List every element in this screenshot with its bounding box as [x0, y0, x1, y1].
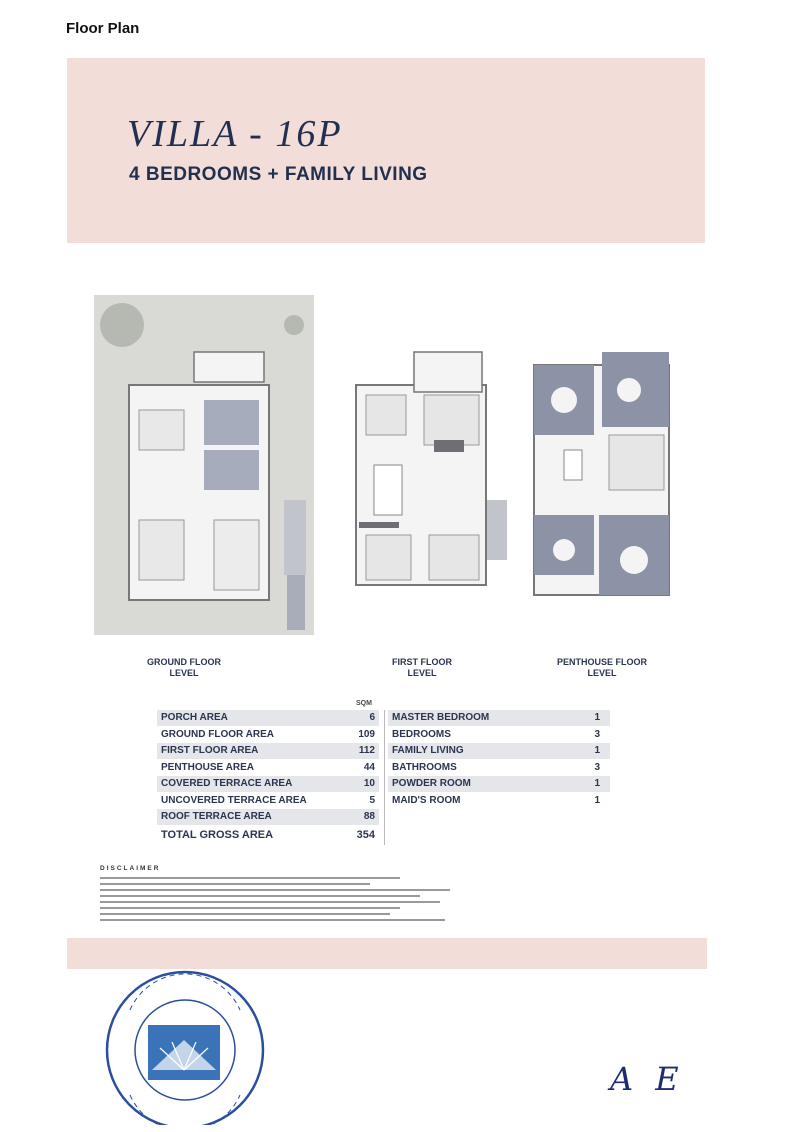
total-label: TOTAL GROSS AREA	[161, 829, 274, 841]
table-row	[388, 793, 610, 809]
areas-table	[157, 710, 379, 845]
area-value: 6	[369, 712, 375, 723]
room-label: BATHROOMS	[392, 761, 457, 773]
table-row	[388, 776, 610, 792]
table-row	[388, 760, 610, 776]
area-label: PENTHOUSE AREA	[161, 761, 254, 773]
ground-floor-level-label	[124, 657, 244, 679]
footer-band	[67, 938, 707, 969]
table-row	[157, 809, 379, 825]
area-label: COVERED TERRACE AREA	[161, 778, 293, 789]
area-label: FIRST FLOOR AREA	[161, 745, 259, 756]
penthouse-floor-level-label	[542, 657, 662, 679]
rooms-table	[388, 710, 610, 810]
villa-subtitle: 4 BEDROOMS + FAMILY LIVING	[129, 164, 428, 185]
room-label: BEDROOMS	[392, 728, 451, 740]
area-value: 88	[363, 811, 375, 822]
area-value: 5	[369, 794, 375, 806]
floor-plans-illustration	[94, 290, 684, 640]
area-label: GROUND FLOOR AREA	[161, 728, 274, 740]
table-row	[388, 727, 610, 743]
disclaimer-fine-print	[100, 875, 460, 925]
level-label-line2: LEVEL	[407, 668, 437, 678]
room-count: 1	[594, 794, 600, 806]
room-label: FAMILY LIVING	[392, 745, 464, 756]
table-row	[157, 743, 379, 759]
ground-floor-plan	[94, 295, 314, 635]
room-label: POWDER ROOM	[392, 778, 471, 789]
room-count: 1	[594, 778, 600, 789]
first-floor-level-label	[362, 657, 482, 679]
level-label-line1: GROUND FLOOR	[147, 657, 221, 667]
area-value: 10	[363, 778, 375, 789]
level-label-line1: FIRST FLOOR	[392, 657, 452, 667]
room-label: MASTER BEDROOM	[392, 712, 490, 723]
villa-title: VILLA - 16P	[127, 113, 343, 155]
level-label-line2: LEVEL	[587, 668, 617, 678]
room-count: 1	[594, 745, 600, 756]
table-row	[157, 793, 379, 809]
page-label: Floor Plan	[66, 20, 140, 37]
area-value: 112	[358, 745, 375, 756]
level-label-line2: LEVEL	[169, 668, 199, 678]
total-row	[157, 827, 379, 843]
level-label-line1: PENTHOUSE FLOOR	[556, 657, 647, 667]
room-count: 3	[594, 728, 600, 740]
area-value: 44	[363, 761, 375, 773]
sqm-column-header: SQM	[356, 700, 372, 707]
first-floor-plan	[356, 352, 507, 585]
table-row	[388, 743, 610, 759]
room-count: 1	[594, 712, 600, 723]
table-row	[157, 710, 379, 726]
penthouse-floor-plan	[534, 352, 669, 595]
room-count: 3	[594, 761, 600, 773]
table-row	[388, 710, 610, 726]
area-label: UNCOVERED TERRACE AREA	[161, 794, 307, 806]
signature-initials: A E	[610, 1060, 685, 1098]
area-label: PORCH AREA	[161, 712, 228, 723]
area-label: ROOF TERRACE AREA	[161, 811, 272, 822]
area-value: 109	[358, 728, 375, 740]
table-divider	[384, 710, 385, 845]
disclaimer-title: DISCLAIMER	[100, 865, 161, 872]
table-row	[157, 760, 379, 776]
company-seal-stamp	[100, 970, 270, 1125]
table-row	[157, 776, 379, 792]
table-row	[157, 727, 379, 743]
room-label: MAID'S ROOM	[392, 794, 461, 806]
total-value: 354	[356, 829, 375, 841]
